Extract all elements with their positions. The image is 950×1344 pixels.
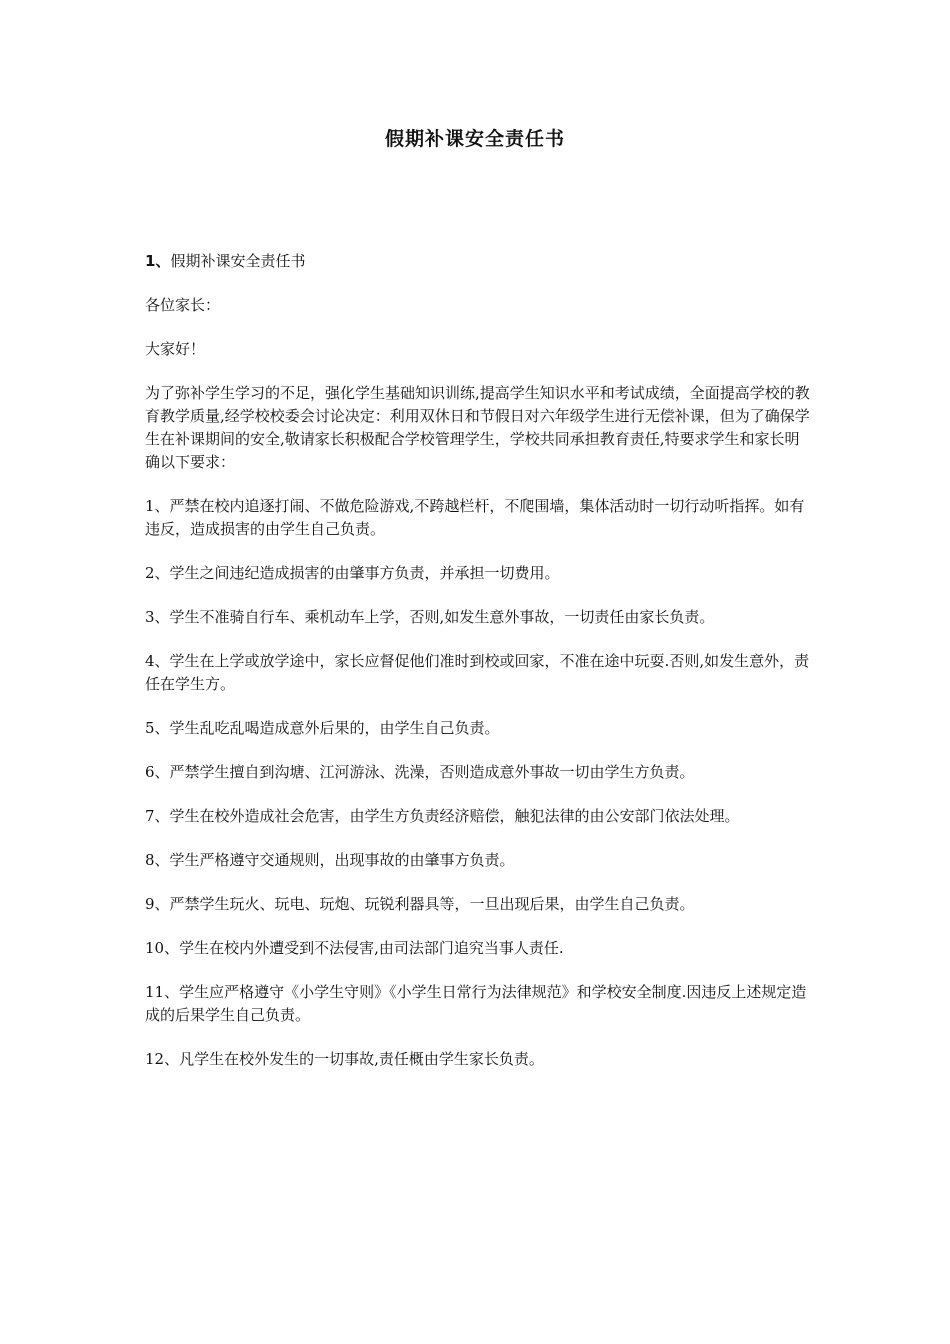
requirement-item-6: 6、严禁学生擅自到沟塘、江河游泳、洗澡，否则造成意外事故一切由学生方负责。: [145, 763, 695, 781]
section-heading: [145, 250, 810, 273]
requirement-item-11: 11、学生应严格遵守《小学生守则》《小学生日常行为法律规范》和学校安全制度.因违反上述规定造成的后果学生自己负责。: [145, 983, 807, 1024]
greeting: 大家好！: [145, 340, 206, 358]
requirement-item-2: 2、学生之间违纪造成损害的由肇事方负责，并承担一切费用。: [145, 564, 560, 582]
document-body: [145, 250, 810, 1092]
salutation: 各位家长：: [145, 296, 221, 314]
requirement-item-9: 9、严禁学生玩火、玩电、玩炮、玩锐利器具等，一旦出现后果，由学生自己负责。: [145, 895, 695, 913]
requirement-item-3: 3、学生不准骑自行车、乘机动车上学，否则,如发生意外事故，一切责任由家长负责。: [145, 608, 715, 626]
requirement-item-10: 10、学生在校内外遭受到不法侵害,由司法部门追究当事人责任.: [145, 939, 564, 957]
intro-paragraph: 为了弥补学生学习的不足，强化学生基础知识训练,提高学生知识水平和考试成绩，全面提高学校的教育教学质量,经学校校委会讨论决定：利用双休日和节假日对六年级学生进行无偿补课，但为了确保学生在补课期间的安全,敬请家长积极配合学校管理学生，学校共同承担教育责任,特要求学生和家长明确以下要求：: [145, 384, 810, 471]
requirement-item-7: 7、学生在校外造成社会危害，由学生方负责经济赔偿，触犯法律的由公安部门依法处理。: [145, 807, 740, 825]
requirement-item-12: 12、凡学生在校外发生的一切事故,责任概由学生家长负责。: [145, 1050, 544, 1068]
requirement-item-1: 1、严禁在校内追逐打闹、不做危险游戏,不跨越栏杆，不爬围墙，集体活动时一切行动听指挥。如有违反，造成损害的由学生自己负责。: [145, 497, 805, 538]
requirement-item-8: 8、学生严格遵守交通规则，出现事故的由肇事方负责。: [145, 851, 515, 869]
section-number: 1、: [145, 252, 171, 270]
section-heading-text: 假期补课安全责任书: [170, 252, 306, 270]
requirement-item-5: 5、学生乱吃乱喝造成意外后果的，由学生自己负责。: [145, 719, 500, 737]
document-title: 假期补课安全责任书: [384, 128, 565, 150]
requirement-item-4: 4、学生在上学或放学途中，家长应督促他们准时到校或回家，不准在途中玩耍.否则,如发生意外，责任在学生方。: [145, 652, 810, 693]
